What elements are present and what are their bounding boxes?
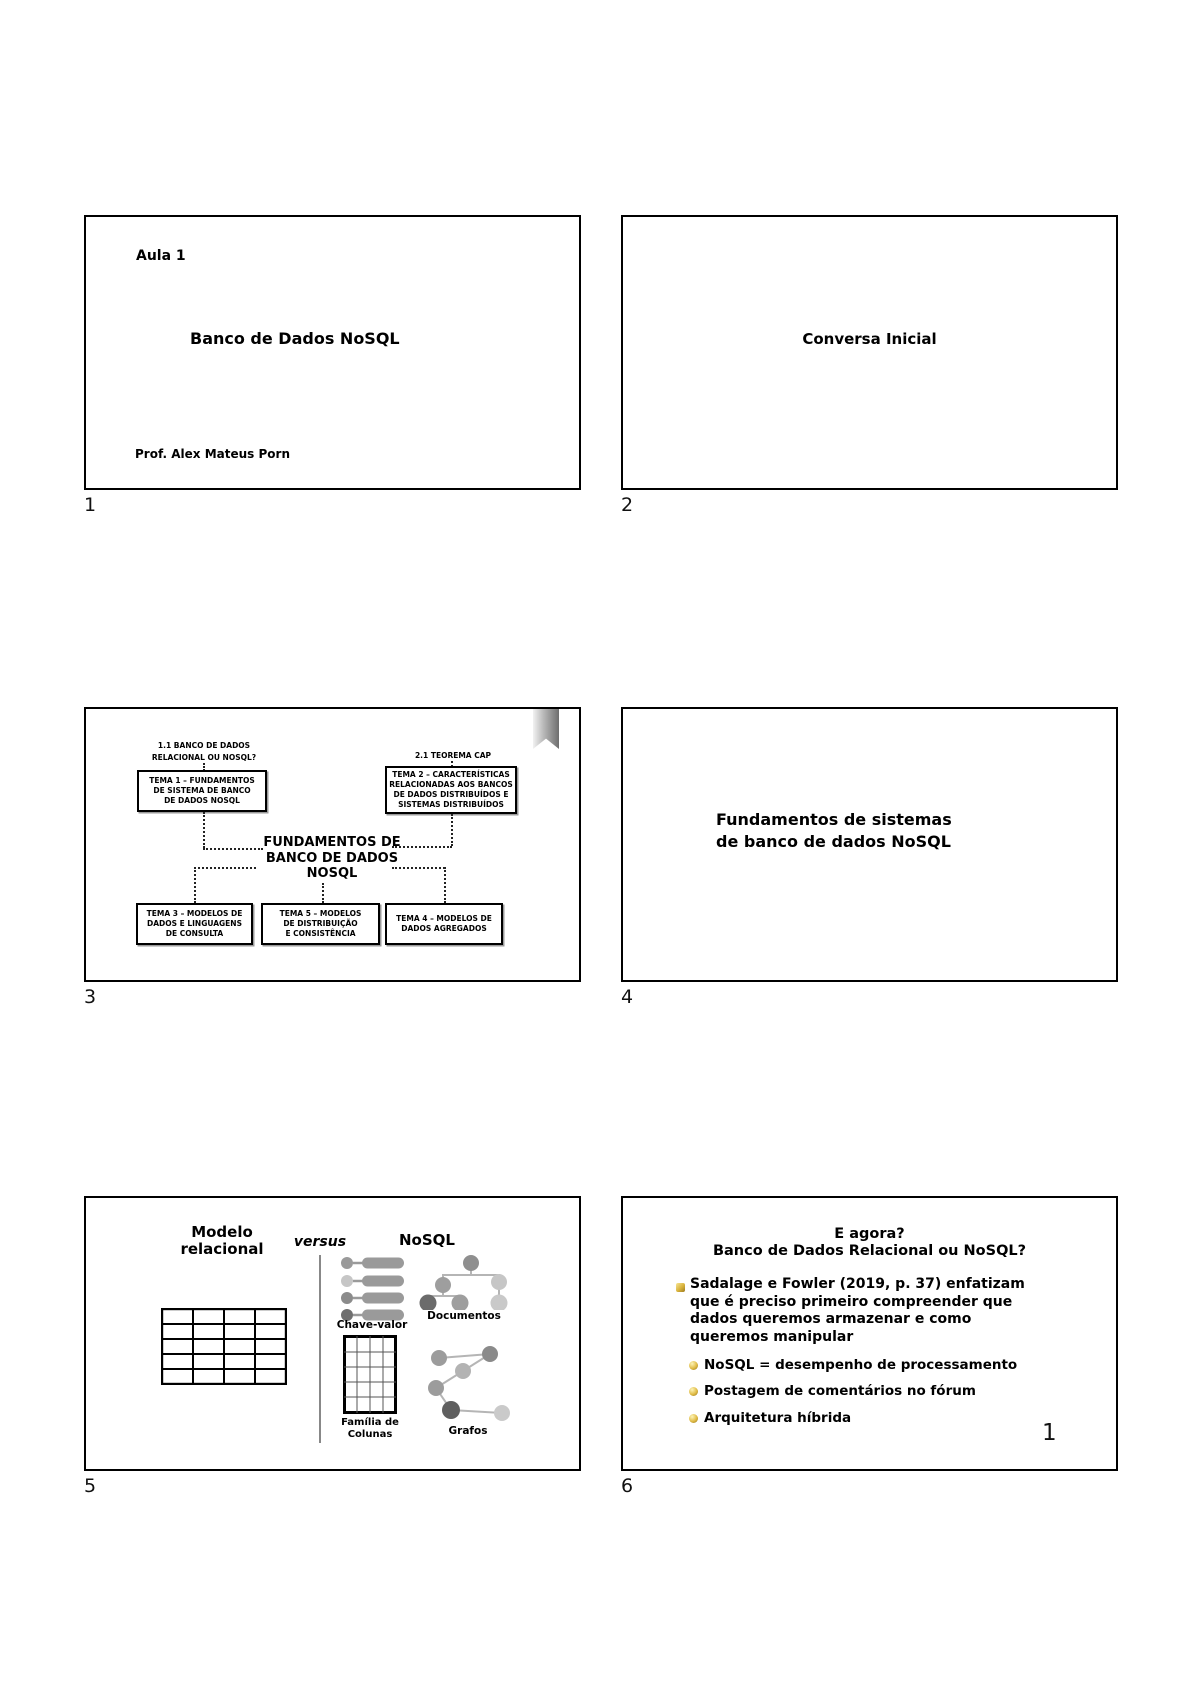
column-family-caption-line2: Colunas [347, 1429, 393, 1440]
slide4-title-line2: de banco de dados NoSQL [716, 832, 951, 851]
slide6-title-line2: Banco de Dados Relacional ou NoSQL? [712, 1242, 1027, 1259]
slide1-heading: Aula 1 [136, 248, 186, 264]
diagram-label-left-line2: RELACIONAL OU NOSQL? [151, 752, 257, 762]
center-line2: BANCO DE DADOS [265, 850, 399, 866]
tema2-line1: TEMA 2 – CARACTERÍSTICAS [392, 770, 510, 780]
connector-tema2-down [451, 814, 453, 846]
graphs-caption: Grafos [448, 1425, 488, 1437]
documents-caption: Documentos [427, 1310, 501, 1322]
column-family-icon [343, 1335, 397, 1414]
slide-number-3: 3 [84, 986, 97, 1008]
slide1-title: Banco de Dados NoSQL [190, 329, 400, 348]
diagram-box-tema4 [385, 903, 503, 945]
nosql-label: NoSQL [399, 1231, 455, 1249]
tema3-line3: DE CONSULTA [165, 928, 224, 938]
slide-5 [84, 1196, 581, 1471]
diagram-label-left [136, 740, 272, 763]
connector-center-left [194, 867, 256, 869]
slide-number-4: 4 [621, 986, 634, 1008]
sub-bullet-icon-3 [689, 1414, 698, 1423]
diagram-box-tema2 [385, 766, 517, 814]
slide-number-6: 6 [621, 1475, 634, 1497]
bullet-line3: dados queremos armazenar e como [690, 1311, 972, 1327]
slide-number-1: 1 [84, 494, 97, 516]
tema2-line3: DE DADOS DISTRIBUÍDOS E [393, 790, 509, 799]
bullet-line4: queremos manipular [690, 1328, 854, 1345]
graphs-icon [414, 1340, 522, 1426]
versus-label: versus [293, 1234, 347, 1250]
sub-bullet-text-1: NoSQL = desempenho de processamento [704, 1357, 1018, 1373]
slide-1 [84, 215, 581, 490]
connector-center-right [392, 867, 445, 869]
slide-3 [84, 707, 581, 982]
slide-2 [621, 215, 1118, 490]
diagram-label-left-line1: 1.1 BANCO DE DADOS [157, 741, 251, 750]
slide-4 [621, 707, 1118, 982]
tema1-line2: DE SISTEMA DE BANCO [153, 786, 251, 796]
slide-number-5: 5 [84, 1475, 97, 1497]
page-number: 1 [1042, 1420, 1057, 1446]
bullet-icon [676, 1283, 685, 1292]
column-family-caption [326, 1417, 414, 1441]
slide6-title [623, 1226, 1116, 1259]
tema2-line4: SISTEMAS DISTRIBUÍDOS [398, 799, 504, 809]
tema4-line2: DADOS AGREGADOS [401, 924, 487, 933]
bullet-line2: que é preciso primeiro compreender que [690, 1293, 1013, 1310]
connector-tema1-down [203, 812, 205, 848]
vertical-divider [319, 1255, 321, 1443]
key-value-caption: Chave-valor [336, 1319, 408, 1331]
sub-bullet-text-2: Postagem de comentários no fórum [704, 1383, 976, 1399]
relational-model-label [162, 1224, 282, 1258]
slide1-author: Prof. Alex Mateus Porn [135, 447, 290, 461]
tema5-line2: DE DISTRIBUIÇÃO [283, 919, 358, 929]
slide4-title-line1: Fundamentos de sistemas [716, 810, 952, 829]
diagram-center-title [252, 835, 412, 882]
diagram-box-tema3 [136, 903, 253, 945]
tema5-line1: TEMA 5 – MODELOS [279, 909, 362, 919]
relational-label-line1: Modelo [191, 1223, 253, 1241]
bullet-line1: Sadalage e Fowler (2019, p. 37) enfatizam [690, 1276, 1025, 1292]
diagram-box-tema1 [137, 770, 267, 812]
relational-table-icon [161, 1308, 287, 1385]
center-line1: FUNDAMENTOS DE [263, 835, 401, 850]
tema1-line3: DE DADOS NOSQL [164, 795, 240, 805]
connector-left-down [194, 867, 196, 903]
tema5-line3: E CONSISTÊNCIA [285, 928, 356, 938]
column-family-caption-line1: Família de [341, 1417, 399, 1428]
sub-bullet-icon-1 [689, 1361, 698, 1370]
center-line3: NOSQL [306, 866, 358, 881]
slide2-title: Conversa Inicial [802, 330, 937, 348]
sub-bullet-text-3: Arquitetura híbrida [704, 1410, 852, 1426]
tema3-line1: TEMA 3 – MODELOS DE [146, 909, 243, 919]
connector-center-down [322, 883, 324, 903]
key-value-icon [334, 1251, 410, 1323]
tema2-line2: RELACIONADAS AOS BANCOS [389, 780, 513, 790]
documents-icon [408, 1248, 520, 1310]
diagram-box-tema5 [261, 903, 380, 945]
diagram-label-right: 2.1 TEOREMA CAP [414, 751, 492, 760]
slide4-title [716, 809, 952, 853]
connector-right-down [444, 867, 446, 903]
relational-label-line2: relacional [180, 1240, 264, 1258]
bookmark-ribbon-icon [533, 709, 559, 749]
slide6-bullet-text [690, 1276, 1102, 1346]
tema4-line1: TEMA 4 – MODELOS DE [396, 914, 492, 924]
tema1-line1: TEMA 1 – FUNDAMENTOS [149, 776, 255, 786]
sub-bullet-icon-2 [689, 1387, 698, 1396]
slide-number-2: 2 [621, 494, 634, 516]
slide6-title-line1: E agora? [834, 1226, 905, 1242]
tema3-line2: DADOS E LINGUAGENS [146, 919, 242, 929]
